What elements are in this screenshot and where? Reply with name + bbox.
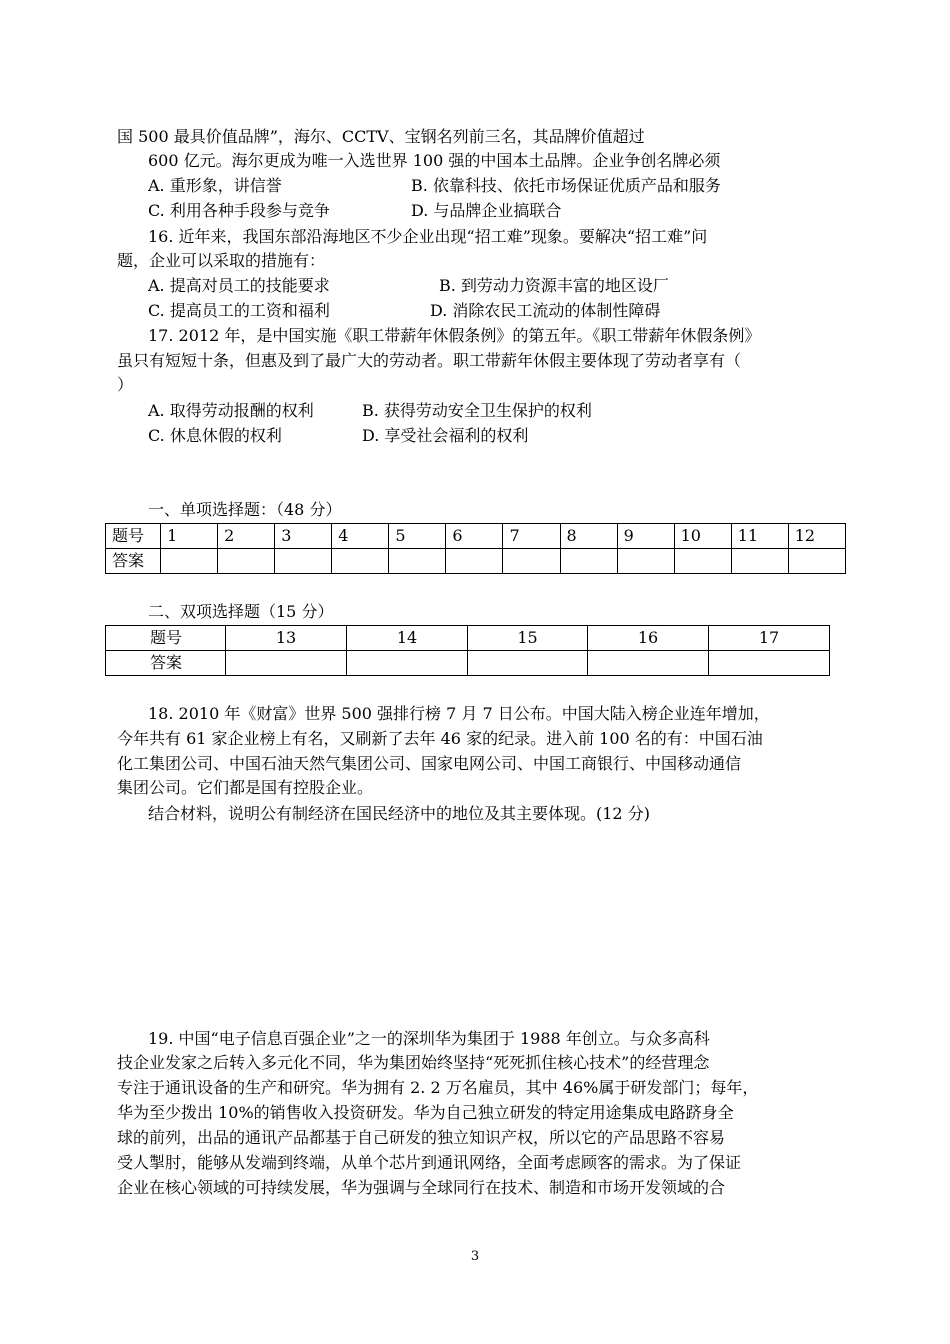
section2-title: 二、双项选择题（15 分）	[148, 602, 334, 621]
q18-line-3: 化工集团公司、中国石油天然气集团公司、国家电网公司、中国工商银行、中国移动通信	[117, 754, 742, 773]
intro-option-a: A. 重形象，讲信誉	[148, 176, 282, 195]
section1-number-cell: 4	[332, 524, 389, 549]
q16-option-d: D. 消除农民工流动的体制性障碍	[430, 301, 661, 320]
q17-option-d: D. 享受社会福利的权利	[362, 426, 529, 445]
q19-line-1: 19. 中国“电子信息百强企业”之一的深圳华为集团于 1988 年创立。与众多高科	[148, 1029, 710, 1048]
section1-answer-cell[interactable]	[788, 549, 845, 574]
q19-line-2: 技企业发家之后转入多元化不同，华为集团始终坚持“死死抓住核心技术”的经营理念	[117, 1053, 710, 1072]
section1-answer-cell[interactable]	[617, 549, 674, 574]
page-number: 3	[470, 1249, 480, 1264]
q16-option-c: C. 提高员工的工资和福利	[148, 301, 330, 320]
q17-line-1: 17. 2012 年，是中国实施《职工带薪年休假条例》的第五年。《职工带薪年休假条例》	[148, 326, 761, 345]
section1-title: 一、单项选择题：（48 分）	[148, 500, 342, 519]
section1-number-cell: 3	[275, 524, 332, 549]
section1-answer-cell[interactable]	[161, 549, 218, 574]
q17-line-2: 虽只有短短十条，但惠及到了最广大的劳动者。职工带薪年休假主要体现了劳动者享有（	[117, 351, 742, 370]
section2-answer-cell[interactable]	[588, 651, 709, 676]
section2-answer-table	[105, 625, 830, 676]
q17-line-3: ）	[117, 375, 134, 394]
section2-number-cell: 17	[709, 626, 830, 651]
section2-number-row	[106, 626, 830, 651]
section1-row-header: 题号	[106, 524, 161, 549]
section1-answer-cell[interactable]	[674, 549, 731, 574]
intro-option-d: D. 与品牌企业搞联合	[411, 201, 562, 220]
q18-prompt: 结合材料，说明公有制经济在国民经济中的地位及其主要体现。(12 分)	[148, 804, 650, 823]
section1-number-cell: 6	[446, 524, 503, 549]
q17-option-c: C. 休息休假的权利	[148, 426, 282, 445]
q18-line-1: 18. 2010 年《财富》世界 500 强排行榜 7 月 7 日公布。中国大陆入榜企业连年增加，	[148, 704, 770, 723]
intro-option-b: B. 依靠科技、依托市场保证优质产品和服务	[411, 176, 721, 195]
section1-number-cell: 11	[731, 524, 788, 549]
section2-number-cell: 13	[226, 626, 347, 651]
section1-number-cell: 12	[788, 524, 845, 549]
section1-number-cell: 5	[389, 524, 446, 549]
section1-answer-cell[interactable]	[560, 549, 617, 574]
section2-number-cell: 14	[347, 626, 468, 651]
section1-answer-cell[interactable]	[218, 549, 275, 574]
section2-answer-row	[106, 651, 830, 676]
q16-option-a: A. 提高对员工的技能要求	[148, 276, 330, 295]
section1-answer-cell[interactable]	[389, 549, 446, 574]
section2-row-header: 题号	[106, 626, 226, 651]
section1-number-cell: 10	[674, 524, 731, 549]
q19-line-3: 专注于通讯设备的生产和研究。华为拥有 2. 2 万名雇员，其中 46%属于研发部门；每年，	[117, 1078, 759, 1097]
section2-number-cell: 16	[588, 626, 709, 651]
q19-line-5: 球的前列，出品的通讯产品都基于自己研发的独立知识产权，所以它的产品思路不容易	[117, 1128, 726, 1147]
q17-option-a: A. 取得劳动报酬的权利	[148, 401, 314, 420]
section1-answer-cell[interactable]	[503, 549, 560, 574]
q18-line-4: 集团公司。它们都是国有控股企业。	[117, 778, 374, 797]
section2-answer-cell[interactable]	[709, 651, 830, 676]
section1-number-cell: 7	[503, 524, 560, 549]
section2-answer-cell[interactable]	[468, 651, 588, 676]
q19-line-7: 企业在核心领域的可持续发展，华为强调与全球同行在技术、制造和市场开发领域的合	[117, 1178, 726, 1197]
q19-line-4: 华为至少拨出 10%的销售收入投资研发。华为自己独立研发的特定用途集成电路跻身全	[117, 1103, 734, 1122]
section1-number-row	[106, 524, 846, 549]
intro-line-1: 国 500 最具价值品牌”，海尔、CCTV、宝钢名列前三名，其品牌价值超过	[117, 127, 645, 146]
section1-answer-cell[interactable]	[275, 549, 332, 574]
q18-line-2: 今年共有 61 家企业榜上有名，又刷新了去年 46 家的纪录。进入前 100 名的有：中国石油	[117, 729, 763, 748]
q19-line-6: 受人掣肘，能够从发端到终端，从单个芯片到通讯网络，全面考虑顾客的需求。为了保证	[117, 1153, 742, 1172]
section1-answer-cell[interactable]	[731, 549, 788, 574]
section2-number-cell: 15	[468, 626, 588, 651]
section1-number-cell: 8	[560, 524, 617, 549]
section1-number-cell: 1	[161, 524, 218, 549]
q16-option-b: B. 到劳动力资源丰富的地区设厂	[439, 276, 669, 295]
q17-option-b: B. 获得劳动安全卫生保护的权利	[362, 401, 592, 420]
q16-line-2: 题，企业可以采取的措施有：	[117, 251, 326, 270]
section1-number-cell: 9	[617, 524, 674, 549]
section1-number-cell: 2	[218, 524, 275, 549]
intro-option-c: C. 利用各种手段参与竞争	[148, 201, 330, 220]
section1-answer-row	[106, 549, 846, 574]
section1-answer-cell[interactable]	[332, 549, 389, 574]
section2-answer-cell[interactable]	[226, 651, 347, 676]
section1-answer-cell[interactable]	[446, 549, 503, 574]
section2-row-answer: 答案	[106, 651, 226, 676]
section1-answer-table	[105, 523, 846, 574]
section2-answer-cell[interactable]	[347, 651, 468, 676]
intro-line-2: 600 亿元。海尔更成为唯一入选世界 100 强的中国本土品牌。企业争创名牌必须	[148, 151, 721, 170]
section1-row-answer: 答案	[106, 549, 161, 574]
q16-line-1: 16. 近年来，我国东部沿海地区不少企业出现“招工难”现象。要解决“招工难”问	[148, 227, 708, 246]
